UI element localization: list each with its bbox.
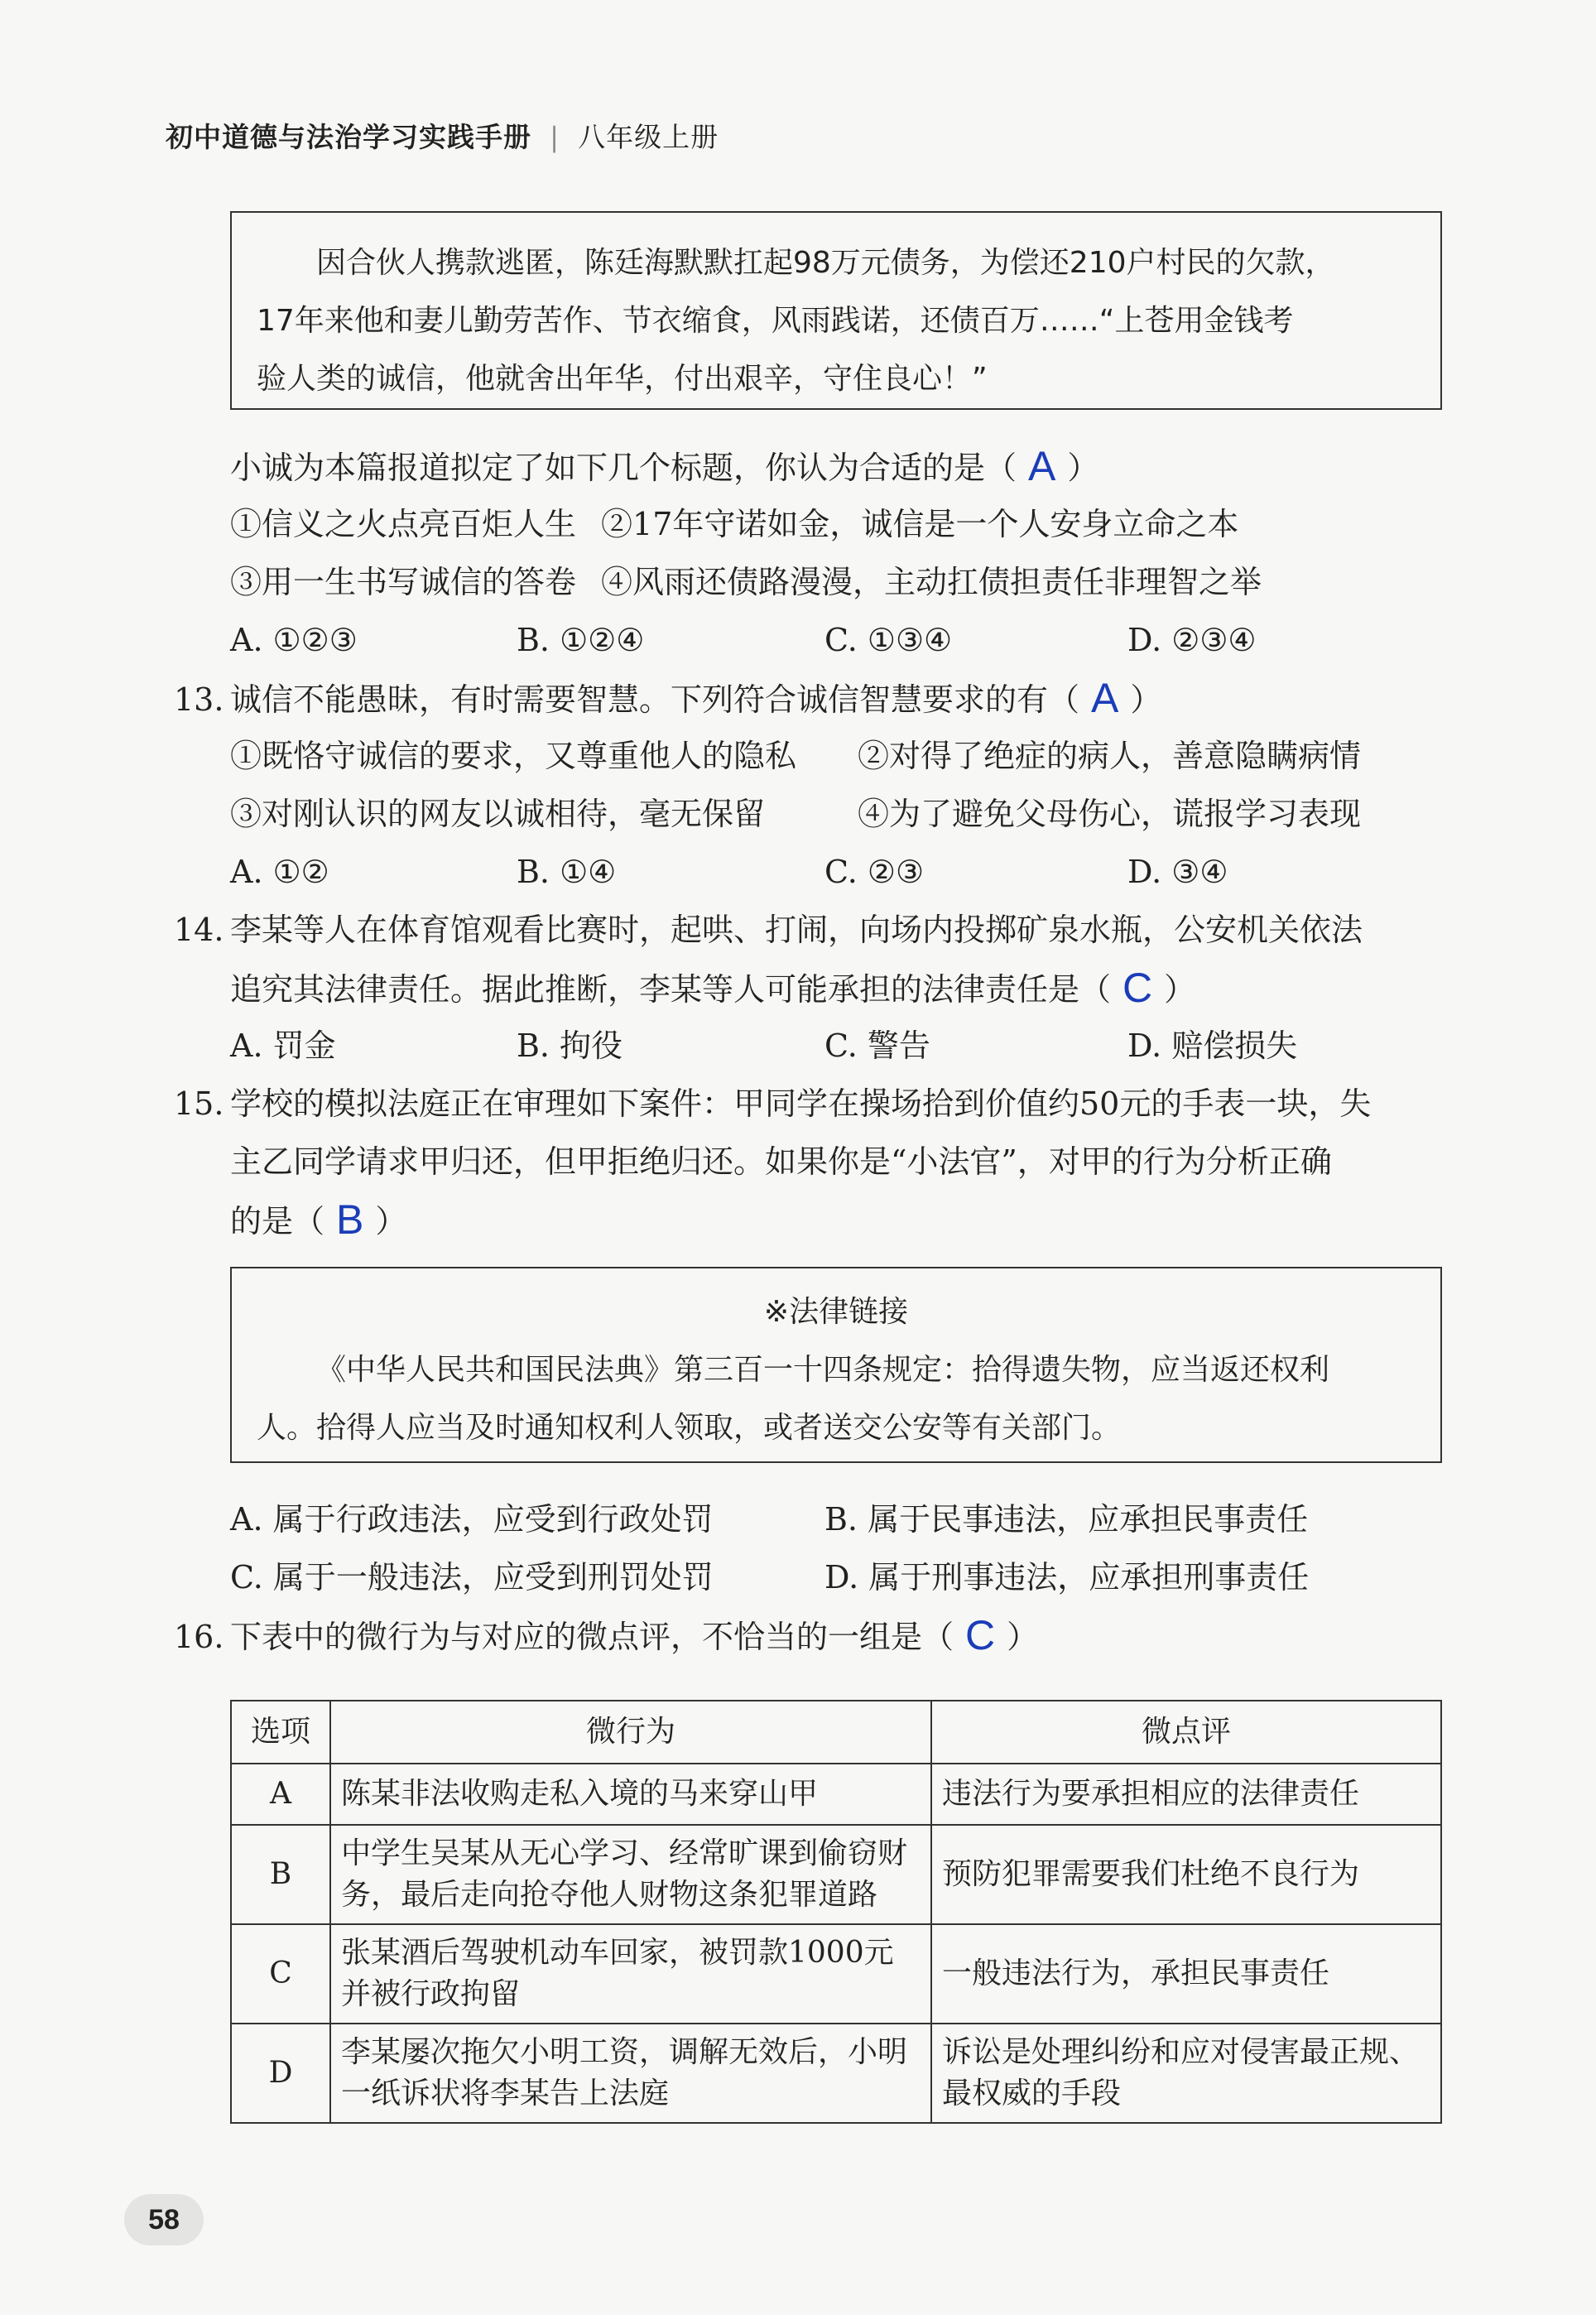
q13-stem-close: ） (1130, 681, 1162, 718)
q14-line1 (174, 901, 1363, 959)
q13-item: ④为了避免父母伤心，谎报学习表现 (858, 796, 1362, 832)
q16-stem-close: ） (1007, 1619, 1039, 1655)
grade-label: 八年级上册 (578, 121, 719, 153)
q15-text: 的是（ (230, 1203, 325, 1239)
table-cell-option: C (231, 1924, 330, 2024)
q12-answer: A (1028, 443, 1056, 489)
q16-number: 16. (174, 1619, 224, 1655)
running-header (166, 116, 719, 155)
book-title: 初中道德与法治学习实践手册 (166, 121, 531, 153)
law-link-title: ※法律链接 (763, 1295, 909, 1329)
table-cell-behavior: 张某酒后驾驶机动车回家，被罚款1000元并被行政拘留 (330, 1924, 931, 2024)
q13-option-b: B. ①④ (517, 854, 617, 890)
q14-option-c: C. 警告 (824, 1028, 930, 1064)
law-text: 《中华人民共和国民法典》第三百一十四条规定：拾得遗失物，应当返还权利 (316, 1353, 1330, 1387)
q12-option-b: B. ①②④ (517, 622, 645, 658)
q14-text: 李某等人在体育馆观看比赛时，起哄、打闹，向场内投掷矿泉水瓶，公安机关依法 (230, 912, 1363, 948)
q12-option-d: D. ②③④ (1127, 622, 1257, 658)
q14-option-b: B. 拘役 (517, 1028, 623, 1064)
q15-answer: B (336, 1196, 364, 1243)
table-cell-behavior: 李某屡次拖欠小明工资，调解无效后，小明一纸诉状将李某告上法庭 (330, 2024, 931, 2123)
q15-option-b: B. 属于民事违法，应承担民事责任 (824, 1501, 1309, 1538)
table-cell-comment: 预防犯罪需要我们杜绝不良行为 (931, 1825, 1441, 1924)
table-cell-behavior: 中学生吴某从无心学习、经常旷课到偷窃财务，最后走向抢夺他人财物这条犯罪道路 (330, 1825, 931, 1924)
q15-line2: 主乙同学请求甲归还，但甲拒绝归还。如果你是“小法官”，对甲的行为分析正确 (230, 1143, 1332, 1180)
page-number: 58 (124, 2194, 204, 2245)
q13-stem (174, 669, 1161, 729)
table-cell-comment: 一般违法行为，承担民事责任 (931, 1924, 1441, 2024)
q15-number: 15. (174, 1085, 224, 1122)
q13-item: ②对得了绝症的病人，善意隐瞒病情 (858, 738, 1362, 774)
table-cell-option: D (231, 2024, 330, 2123)
table-header: 选项 (231, 1701, 330, 1764)
q14-stem-close: ） (1164, 971, 1196, 1008)
q15-option-a: A. 属于行政违法，应受到行政处罚 (230, 1501, 714, 1538)
table-cell-option: A (231, 1764, 330, 1825)
q12-option-a: A. ①②③ (230, 622, 358, 658)
story-line: 因合伙人携款逃匿，陈廷海默默扛起98万元债务，为偿还210户村民的欠款， (316, 246, 1335, 280)
q13-item: ①既恪守诚信的要求，又尊重他人的隐私 (230, 738, 797, 774)
q13-option-a: A. ①② (230, 854, 329, 890)
q15-option-d: D. 属于刑事违法，应承担刑事责任 (824, 1559, 1310, 1595)
q12-stem-text: 小诚为本篇报道拟定了如下几个标题，你认为合适的是（ (230, 450, 1017, 486)
q14-number: 14. (174, 912, 224, 948)
table-cell-comment: 诉讼是处理纠纷和应对侵害最正规、最权威的手段 (931, 2024, 1441, 2123)
table-cell-comment: 违法行为要承担相应的法律责任 (931, 1764, 1441, 1825)
q12-item: ④风雨还债路漫漫，主动扛债担责任非理智之举 (601, 564, 1262, 600)
q15-line3 (230, 1191, 406, 1250)
q12-item: ①信义之火点亮百炬人生 (230, 506, 577, 542)
q12-stem (230, 437, 1098, 497)
q14-option-d: D. 赔偿损失 (1127, 1028, 1298, 1064)
q15-stem-close: ） (375, 1203, 407, 1239)
table-header: 微行为 (330, 1701, 931, 1764)
q12-item: ③用一生书写诚信的答卷 (230, 564, 577, 600)
behavior-table (230, 1700, 1442, 2124)
q12-options (0, 611, 1596, 669)
q13-option-c: C. ②③ (824, 854, 925, 890)
table-cell-behavior: 陈某非法收购走私入境的马来穿山甲 (330, 1764, 931, 1825)
q13-item: ③对刚认识的网友以诚相待，毫无保留 (230, 796, 766, 832)
table-row (231, 1825, 1441, 1924)
q13-number: 13. (174, 681, 224, 718)
q13-options (0, 843, 1596, 901)
story-line: 17年来他和妻儿勤劳苦作、节衣缩食，风雨践诺，还债百万……“上苍用金钱考 (257, 304, 1294, 338)
table-row (231, 1924, 1441, 2024)
q14-options (0, 1017, 1596, 1075)
q13-option-d: D. ③④ (1127, 854, 1228, 890)
law-text: 人。拾得人应当及时通知权利人领取，或者送交公安等有关部门。 (257, 1411, 1122, 1445)
table-cell-option: B (231, 1825, 330, 1924)
q13-items-row2 (230, 785, 1442, 843)
q15-option-c: C. 属于一般违法，应受到刑罚处罚 (230, 1559, 714, 1595)
table-row (231, 2024, 1441, 2123)
q12-items-row1 (230, 495, 1238, 553)
law-link-box (230, 1267, 1442, 1463)
q12-stem-close: ） (1067, 450, 1099, 486)
q14-text: 追究其法律责任。据此推断，李某等人可能承担的法律责任是（ (230, 971, 1112, 1008)
q16-answer: C (965, 1612, 996, 1658)
q14-option-a: A. 罚金 (230, 1028, 336, 1064)
q16-stem-text: 下表中的微行为与对应的微点评，不恰当的一组是（ (230, 1619, 954, 1655)
q13-stem-text: 诚信不能愚昧，有时需要智慧。下列符合诚信智慧要求的有（ (230, 681, 1080, 718)
q13-answer: A (1091, 675, 1119, 721)
q14-line2 (230, 959, 1195, 1018)
q15-options (0, 1490, 1596, 1606)
q16-stem (174, 1606, 1038, 1666)
q13-items-row1 (230, 727, 1442, 785)
header-separator: | (550, 121, 560, 153)
table-row (231, 1764, 1441, 1825)
table-header-row (231, 1701, 1441, 1764)
q12-item: ②17年守诺如金，诚信是一个人安身立命之本 (601, 506, 1239, 542)
story-line: 验人类的诚信，他就舍出年华，付出艰辛，守住良心！” (257, 362, 988, 396)
q12-items-row2 (230, 553, 1262, 611)
news-story-box (230, 211, 1442, 410)
table-header: 微点评 (931, 1701, 1441, 1764)
q12-option-c: C. ①③④ (824, 622, 953, 658)
q14-answer: C (1122, 965, 1153, 1011)
q15-text: 学校的模拟法庭正在审理如下案件：甲同学在操场拾到价值约50元的手表一块，失 (230, 1085, 1372, 1122)
q15-line1 (174, 1075, 1371, 1133)
